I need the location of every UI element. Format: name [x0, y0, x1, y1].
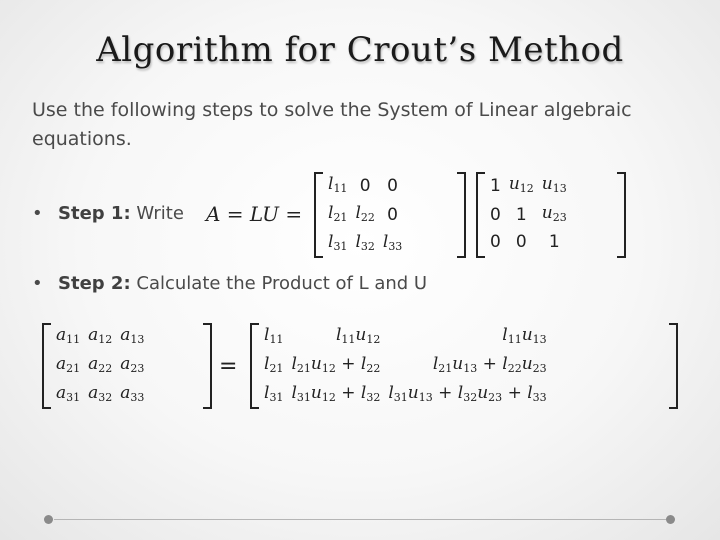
slide-nav-dot-left [44, 515, 53, 524]
matrix-entry: $a_{32}$ [88, 383, 113, 404]
matrix-row [324, 201, 406, 230]
matrix-entry: $a_{13}$ [120, 325, 145, 346]
matrix-entry: 1 [548, 232, 560, 252]
matrix-entry: $l_{31}$ [328, 232, 348, 253]
matrix-row [486, 201, 571, 230]
step-2-label: Step 2: [58, 273, 131, 294]
matrix-row [260, 352, 551, 381]
matrix-entry: 0 [387, 205, 398, 225]
matrix-entry: $a_{22}$ [88, 354, 113, 375]
step-1-equation: A = LU = [206, 202, 303, 226]
matrix-row [260, 381, 551, 410]
matrix-entry: $a_{11}$ [56, 325, 81, 346]
matrix-entry: $l_{11}u_{13}$ [502, 325, 547, 346]
matrix-row [486, 172, 571, 201]
step-2-text: Calculate the Product of L and U [136, 273, 428, 294]
matrix-row [324, 230, 406, 259]
step-1-label: Step 1: [58, 203, 131, 224]
matrix-entry: $l_{33}$ [382, 232, 403, 253]
matrix-entry: 0 [359, 176, 371, 196]
matrix-entry: 0 [490, 205, 501, 225]
matrix-entry: $u_{13}$ [541, 174, 567, 195]
step-2 [32, 273, 427, 294]
matrix-entry: $l_{21}u_{12} + l_{22}$ [291, 354, 381, 375]
slide-title: Algorithm for Crout’s Method [96, 30, 624, 70]
matrix-entry: $l_{21}$ [328, 203, 348, 224]
matrix-row [52, 352, 148, 381]
equals-sign: = [219, 354, 238, 379]
bullet: • [32, 273, 43, 294]
matrix-row [324, 172, 406, 201]
matrix-entry: 0 [515, 232, 527, 252]
step-1-text: Write [136, 203, 184, 224]
matrix-u [476, 172, 626, 258]
matrix-entry: 0 [490, 232, 501, 252]
matrix-entry: $l_{31}u_{12} + l_{32}$ [291, 383, 381, 404]
matrix-entry: $a_{21}$ [56, 354, 81, 375]
matrix-row [52, 381, 148, 410]
matrix-entry: $u_{12}$ [508, 174, 534, 195]
slide-nav-dot-right [666, 515, 675, 524]
step-1 [32, 203, 184, 224]
matrix-entry: $l_{21}u_{13} + l_{22}u_{23}$ [432, 354, 547, 375]
matrix-lu-product [250, 323, 678, 409]
matrix-entry: $l_{22}$ [355, 203, 375, 224]
matrix-entry: $a_{31}$ [56, 383, 81, 404]
matrix-entry: $a_{33}$ [120, 383, 145, 404]
matrix-entry: $l_{11}$ [328, 174, 348, 195]
matrix-row [260, 323, 551, 352]
intro-text: Use the following steps to solve the System of Linear algebraic equations. [32, 99, 632, 150]
matrix-entry: $u_{23}$ [541, 203, 567, 224]
matrix-entry: $l_{31}$ [264, 383, 284, 404]
matrix-entry: $l_{31}u_{13} + l_{32}u_{23} + l_{33}$ [388, 383, 547, 404]
matrix-entry: 1 [490, 176, 501, 196]
matrix-l [314, 172, 466, 258]
matrix-row [52, 323, 148, 352]
matrix-row [486, 230, 571, 255]
matrix-entry: 1 [515, 205, 527, 225]
bullet: • [32, 203, 43, 224]
matrix-entry: $a_{12}$ [88, 325, 113, 346]
footer-rule [54, 519, 666, 520]
matrix-entry: 0 [387, 176, 398, 196]
matrix-entry: $l_{11}$ [264, 325, 284, 346]
matrix-entry: $l_{21}$ [264, 354, 284, 375]
matrix-entry: $l_{11}u_{12}$ [335, 325, 381, 346]
matrix-a [42, 323, 212, 409]
matrix-entry: $l_{32}$ [355, 232, 375, 253]
matrix-entry: $a_{23}$ [120, 354, 145, 375]
